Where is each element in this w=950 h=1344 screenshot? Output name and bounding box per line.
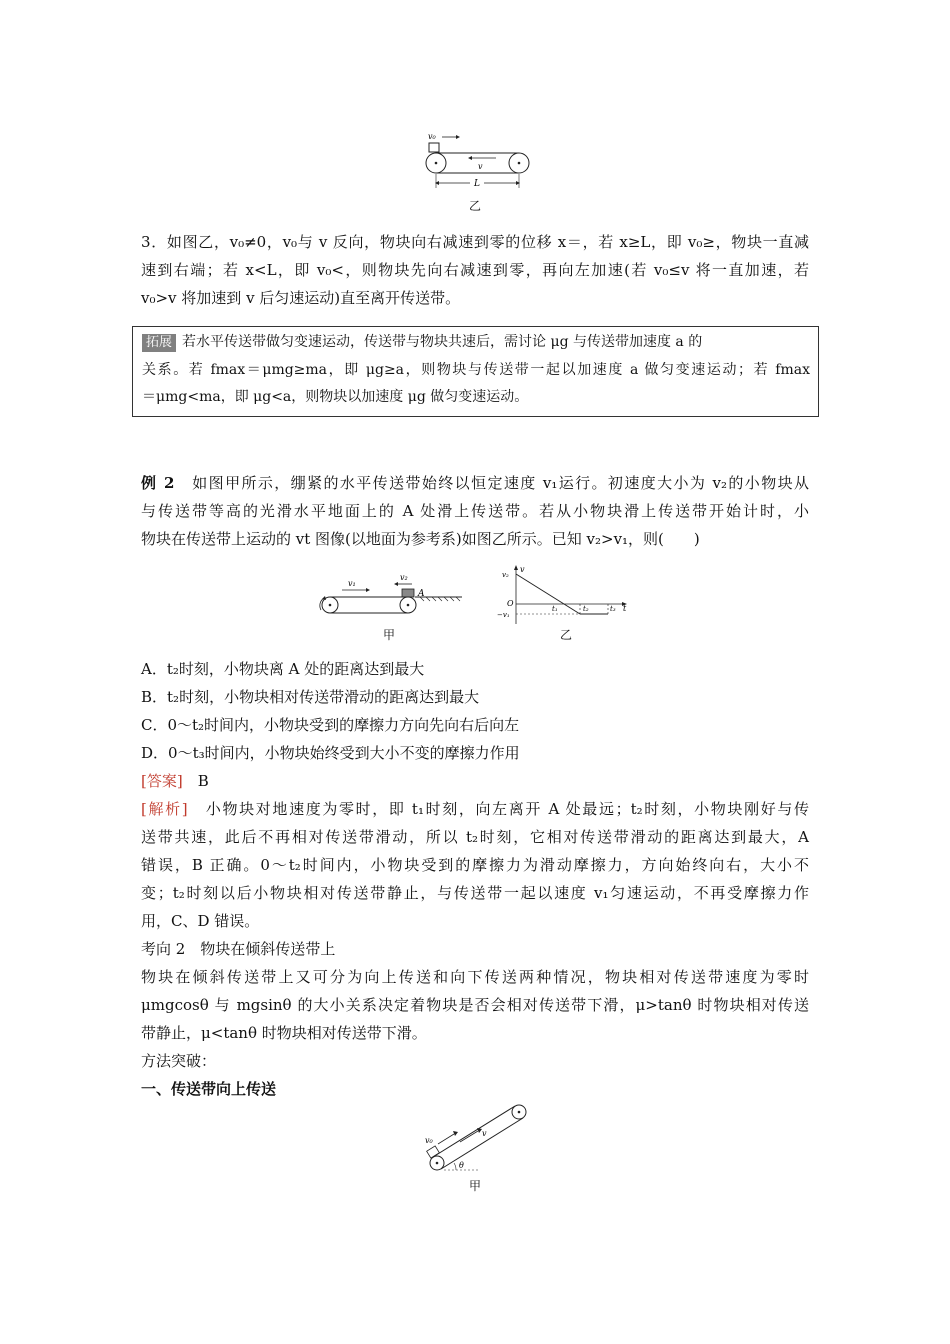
- analysis-line-1: [解析] 小物块对地速度为零时，即 t₁时刻，向左离开 A 处最远；t₂时刻，小物块刚好与传: [141, 800, 809, 818]
- label-t1: t₁: [552, 605, 558, 613]
- label-v0: v₀: [428, 132, 436, 141]
- figure-conveyor-horizontal: [420, 128, 535, 198]
- label-v-axis: v: [520, 565, 525, 574]
- answer-line: [141, 767, 809, 795]
- example-2: [141, 469, 809, 553]
- label-neg-v1-tick: −v₁: [497, 611, 510, 619]
- label-v2-tick: v₂: [502, 571, 509, 579]
- label-origin: O: [507, 599, 514, 608]
- option-b: B．t₂时刻，小物块相对传送带滑动的距离达到最大: [141, 688, 480, 706]
- direction-2-line-1: 物块在倾斜传送带上又可分为向上传送和向下传送两种情况，物块相对传送带速度为零时: [141, 968, 809, 986]
- figure-caption: 甲: [469, 1179, 482, 1193]
- label-t-axis: t: [623, 604, 627, 613]
- analysis-line-4: 变；t₂时刻以后小物块相对传送带静止，与传送带一起以速度 v₁匀速运动，不再受摩擦力作: [141, 884, 809, 902]
- figure-vt-graph: [496, 564, 636, 628]
- extension-line-1: 拓展 若水平传送带做匀变速运动，传送带与物块共速后，需讨论 μg 与传送带加速度 a 的: [142, 329, 810, 356]
- label-A: A: [418, 589, 425, 599]
- item-3: [141, 228, 809, 312]
- label-t2: t₂: [583, 605, 589, 613]
- option-c: C．0～t₂时间内，小物块受到的摩擦力方向先向右后向左: [141, 716, 520, 734]
- text-line: 速到右端；若 x<L，即 v₀<，则物块先向右减速到零，再向左加速(若 v₀≤v 将一直加速，若: [141, 261, 809, 279]
- analysis-line-3: 错误，B 正确。0～t₂时间内，小物块受到的摩擦力为滑动摩擦力，方向始终向右，大小不: [141, 856, 809, 874]
- label-t3: t₃: [610, 605, 616, 613]
- extension-box: [132, 326, 819, 417]
- label-L: L: [474, 179, 480, 189]
- figure-caption: 甲: [383, 628, 396, 642]
- figure-conveyor-inclined: [420, 1100, 532, 1174]
- label-theta: θ: [459, 1161, 464, 1170]
- figure-conveyor-example-left: [312, 568, 464, 628]
- extension-line-3: ＝μmg<ma，即 μg<a，则物块以加速度 μg 做匀变速运动。: [142, 389, 529, 405]
- option-a: A．t₂时刻，小物块离 A 处的距离达到最大: [141, 660, 425, 678]
- analysis-label: [解析]: [141, 800, 188, 818]
- label-v: v: [482, 1129, 487, 1138]
- figure-caption: 乙: [469, 199, 482, 213]
- example-line-1: 例 2 如图甲所示，绷紧的水平传送带始终以恒定速度 v₁运行。初速度大小为 v₂的小物块从: [141, 474, 809, 492]
- example-label: 例 2: [141, 474, 175, 492]
- label-v2: v₂: [400, 573, 408, 582]
- example-line-2: 与传送带等高的光滑水平地面上的 A 处滑上传送带。若从小物块滑上传送带开始计时，小: [141, 502, 809, 520]
- label-v1: v₁: [348, 579, 356, 588]
- label-v: v: [478, 162, 483, 171]
- text-line: 3．如图乙，v₀≠0，v₀与 v 反向，物块向右减速到零的位移 x＝，若 x≥L，即 v₀≥，物块一直减: [141, 233, 809, 251]
- analysis-line-2: 送带共速，此后不再相对传送带滑动，所以 t₂时刻，它相对传送带滑动的距离达到最大，A: [141, 828, 809, 846]
- options-list: [141, 655, 809, 1103]
- answer-value: B: [197, 772, 209, 790]
- section-heading: 一、传送带向上传送: [141, 1080, 277, 1098]
- text-line: v₀>v 将加速到 v 后匀速运动)直至离开传送带。: [141, 289, 461, 307]
- example-line-3: 物块在传送带上运动的 vt 图像(以地面为参考系)如图乙所示。已知 v₂>v₁，则( ): [141, 530, 700, 548]
- direction-2-line-3: 带静止，μ<tanθ 时物块相对传送带下滑。: [141, 1024, 427, 1042]
- extension-tag: 拓展: [142, 334, 176, 352]
- analysis-line-5: 用，C、D 错误。: [141, 912, 260, 930]
- method-label: 方法突破：: [141, 1052, 217, 1070]
- figure-caption: 乙: [560, 628, 573, 642]
- option-d: D．0～t₃时间内，小物块始终受到大小不变的摩擦力作用: [141, 744, 520, 762]
- label-v0: v₀: [425, 1136, 433, 1145]
- direction-2-title: 考向 2 物块在倾斜传送带上: [141, 940, 336, 958]
- direction-2-line-2: μmgcosθ 与 mgsinθ 的大小关系决定着物块是否会相对传送带下滑，μ>tanθ 时物块相对传送: [141, 996, 809, 1014]
- extension-line-2: 关系。若 fmax＝μmg≥ma，即 μg≥a，则物块与传送带一起以加速度 a 做匀变速运动；若 fmax: [142, 362, 810, 378]
- answer-label: [答案]: [141, 772, 183, 790]
